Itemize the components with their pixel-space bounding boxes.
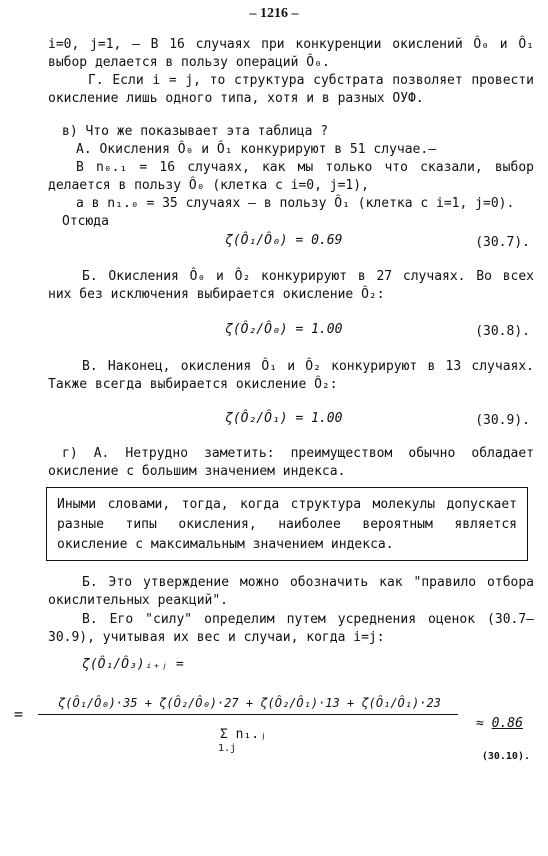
highlighted-statement-box bbox=[46, 487, 528, 561]
item-a-detail-2: а в n₁.₀ = 35 случаях – в пользу Ô₁ (клетка с i=1, j=0). bbox=[76, 196, 515, 211]
highlighted-statement: Иными словами, тогда, когда структура молекулы допускает разные типы окисления, наиболее вероятным является окисление с максимальным значением индекса. bbox=[57, 497, 517, 552]
paragraph-1: i=0, j=1, – В 16 случаях при конкуренции окислений Ô₀ и Ô₁ выбор делается в пользу операций Ô₀. bbox=[48, 37, 534, 70]
approx-sign: ≈ bbox=[476, 716, 484, 731]
fraction-bar bbox=[38, 714, 458, 715]
equation-number-30-9: (30.9). bbox=[475, 413, 530, 428]
result-value: 0.86 bbox=[491, 716, 523, 731]
page-number: – 1216 – bbox=[249, 6, 299, 21]
item-b: Б. Окисления Ô₀ и Ô₂ конкурируют в 27 случаях. Во всех них без исключения выбирается окисление Ô₂: bbox=[48, 269, 534, 302]
equation-30-10-equals: = bbox=[14, 705, 24, 723]
item-b-rule: Б. Это утверждение можно обозначить как "правило отбора окислительных реакций". bbox=[48, 575, 534, 608]
equation-30-10-numerator: ζ(Ô₁/Ô₀)·35 + ζ(Ô₂/Ô₀)·27 + ζ(Ô₂/Ô₁)·13 + ζ(Ô₁/Ô₁)·23 bbox=[58, 696, 441, 710]
equation-30-10-lhs: ζ(Ô₁/Ô₃)ᵢ₊ⱼ = bbox=[82, 657, 184, 672]
equation-30-9: ζ(Ô₂/Ô₁) = 1.00 bbox=[225, 411, 343, 426]
item-a: А. Окисления Ô₀ и Ô₁ конкурируют в 51 случае.– bbox=[76, 142, 437, 157]
equation-number-30-8: (30.8). bbox=[475, 324, 530, 339]
item-v: В. Наконец, окисления Ô₁ и Ô₂ конкурируют в 13 случаях. Также всегда выбирается окисление Ô₂: bbox=[48, 359, 534, 392]
equation-30-10-result bbox=[476, 716, 523, 731]
paragraph-g: Г. Если i = j, то структура субстрата позволяет провести окисление лишь одного типа, хотя и в разных ОУФ. bbox=[48, 73, 534, 106]
equation-number-30-7: (30.7). bbox=[475, 235, 530, 250]
equation-30-7: ζ(Ô₁/Ô₀) = 0.69 bbox=[225, 233, 343, 248]
equation-number-30-10: (30.10). bbox=[481, 751, 530, 762]
item-a-detail-1: В n₀.₁ = 16 случаях, как мы только что сказали, выбор делается в пользу Ô₀ (клетка с i=0, j=1), bbox=[48, 160, 534, 193]
section-heading-v: в) Что же показывает эта таблица ? bbox=[62, 124, 329, 139]
equation-30-10-denominator: Σ n₁.ⱼ bbox=[220, 727, 267, 742]
item-g-a: г) А. Нетрудно заметить: преимуществом обычно обладает окисление с большим значением индекса. bbox=[48, 446, 534, 479]
item-v-strength: В. Его "силу" определим путем усреднения оценок (30.7–30.9), учитывая их вес и случаи, когда i=j: bbox=[48, 612, 534, 645]
hence-label: Отсюда bbox=[62, 214, 109, 229]
equation-30-10-denominator-sub: 1.j bbox=[218, 743, 237, 754]
equation-30-8: ζ(Ô₂/Ô₀) = 1.00 bbox=[225, 322, 343, 337]
